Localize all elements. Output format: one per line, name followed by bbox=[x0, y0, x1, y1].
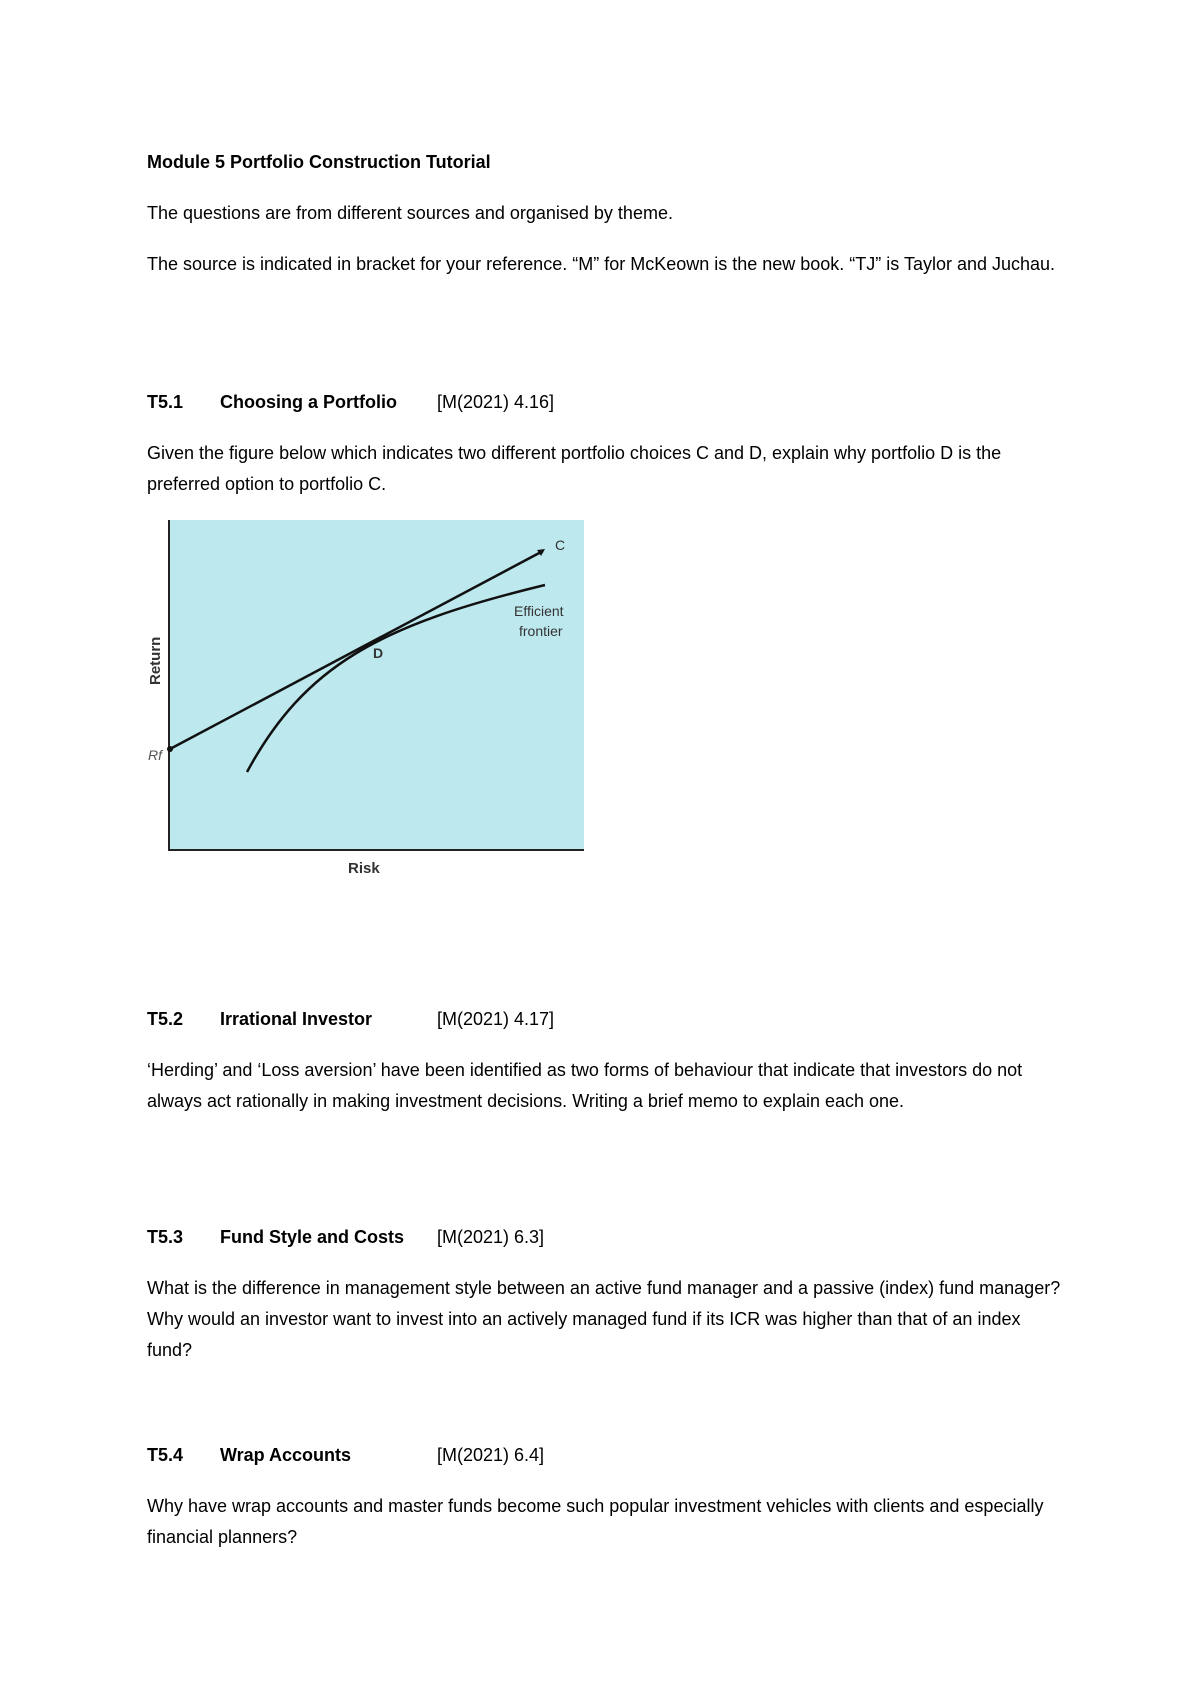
question-title: Fund Style and Costs bbox=[220, 1227, 405, 1247]
intro-paragraph-1: The questions are from different sources and organised by theme. bbox=[147, 203, 673, 223]
question-source: [M(2021) 4.17] bbox=[437, 1009, 555, 1029]
question-title: Choosing a Portfolio bbox=[220, 392, 397, 412]
question-source: [M(2021) 4.16] bbox=[437, 392, 555, 412]
question-body-t5-3: What is the difference in management style between an active fund manager and a passive (index) fund manager? Why would an investor want to invest into an actively managed fund if its ICR was higher than that of an index fund? bbox=[147, 1278, 1061, 1360]
question-body-t5-2: ‘Herding’ and ‘Loss aversion’ have been identified as two forms of behaviour that indicate that investors do not always act rationally in making investment decisions. Writing a brief memo to explain each one. bbox=[147, 1060, 1023, 1111]
question-body-t5-1: Given the figure below which indicates two different portfolio choices C and D, explain why portfolio D is the preferred option to portfolio C. bbox=[147, 443, 1002, 494]
question-number: T5.2 bbox=[147, 1009, 184, 1029]
point-d-label: D bbox=[373, 645, 384, 661]
frontier-label-line2: frontier bbox=[519, 623, 563, 639]
question-source: [M(2021) 6.3] bbox=[437, 1227, 545, 1247]
rf-label: Rf bbox=[148, 747, 162, 763]
efficient-frontier-figure bbox=[140, 515, 590, 880]
question-title: Irrational Investor bbox=[220, 1009, 373, 1029]
document-title: Module 5 Portfolio Construction Tutorial bbox=[147, 152, 491, 172]
frontier-label-line1: Efficient bbox=[514, 603, 564, 619]
question-title: Wrap Accounts bbox=[220, 1445, 352, 1465]
question-number: T5.3 bbox=[147, 1227, 184, 1247]
point-c-label: C bbox=[555, 537, 566, 553]
question-body-t5-4: Why have wrap accounts and master funds become such popular investment vehicles with clients and especially financial planners? bbox=[147, 1496, 1044, 1547]
question-number: T5.1 bbox=[147, 392, 184, 412]
intro-paragraph-2: The source is indicated in bracket for your reference. “M” for McKeown is the new book. “TJ” is Taylor and Juchau. bbox=[147, 254, 1056, 274]
rf-point bbox=[167, 746, 173, 752]
figure-background bbox=[169, 520, 584, 850]
question-number: T5.4 bbox=[147, 1445, 184, 1465]
x-axis-label: Risk bbox=[348, 860, 380, 877]
y-axis-label: Return bbox=[147, 636, 164, 685]
question-source: [M(2021) 6.4] bbox=[437, 1445, 545, 1465]
